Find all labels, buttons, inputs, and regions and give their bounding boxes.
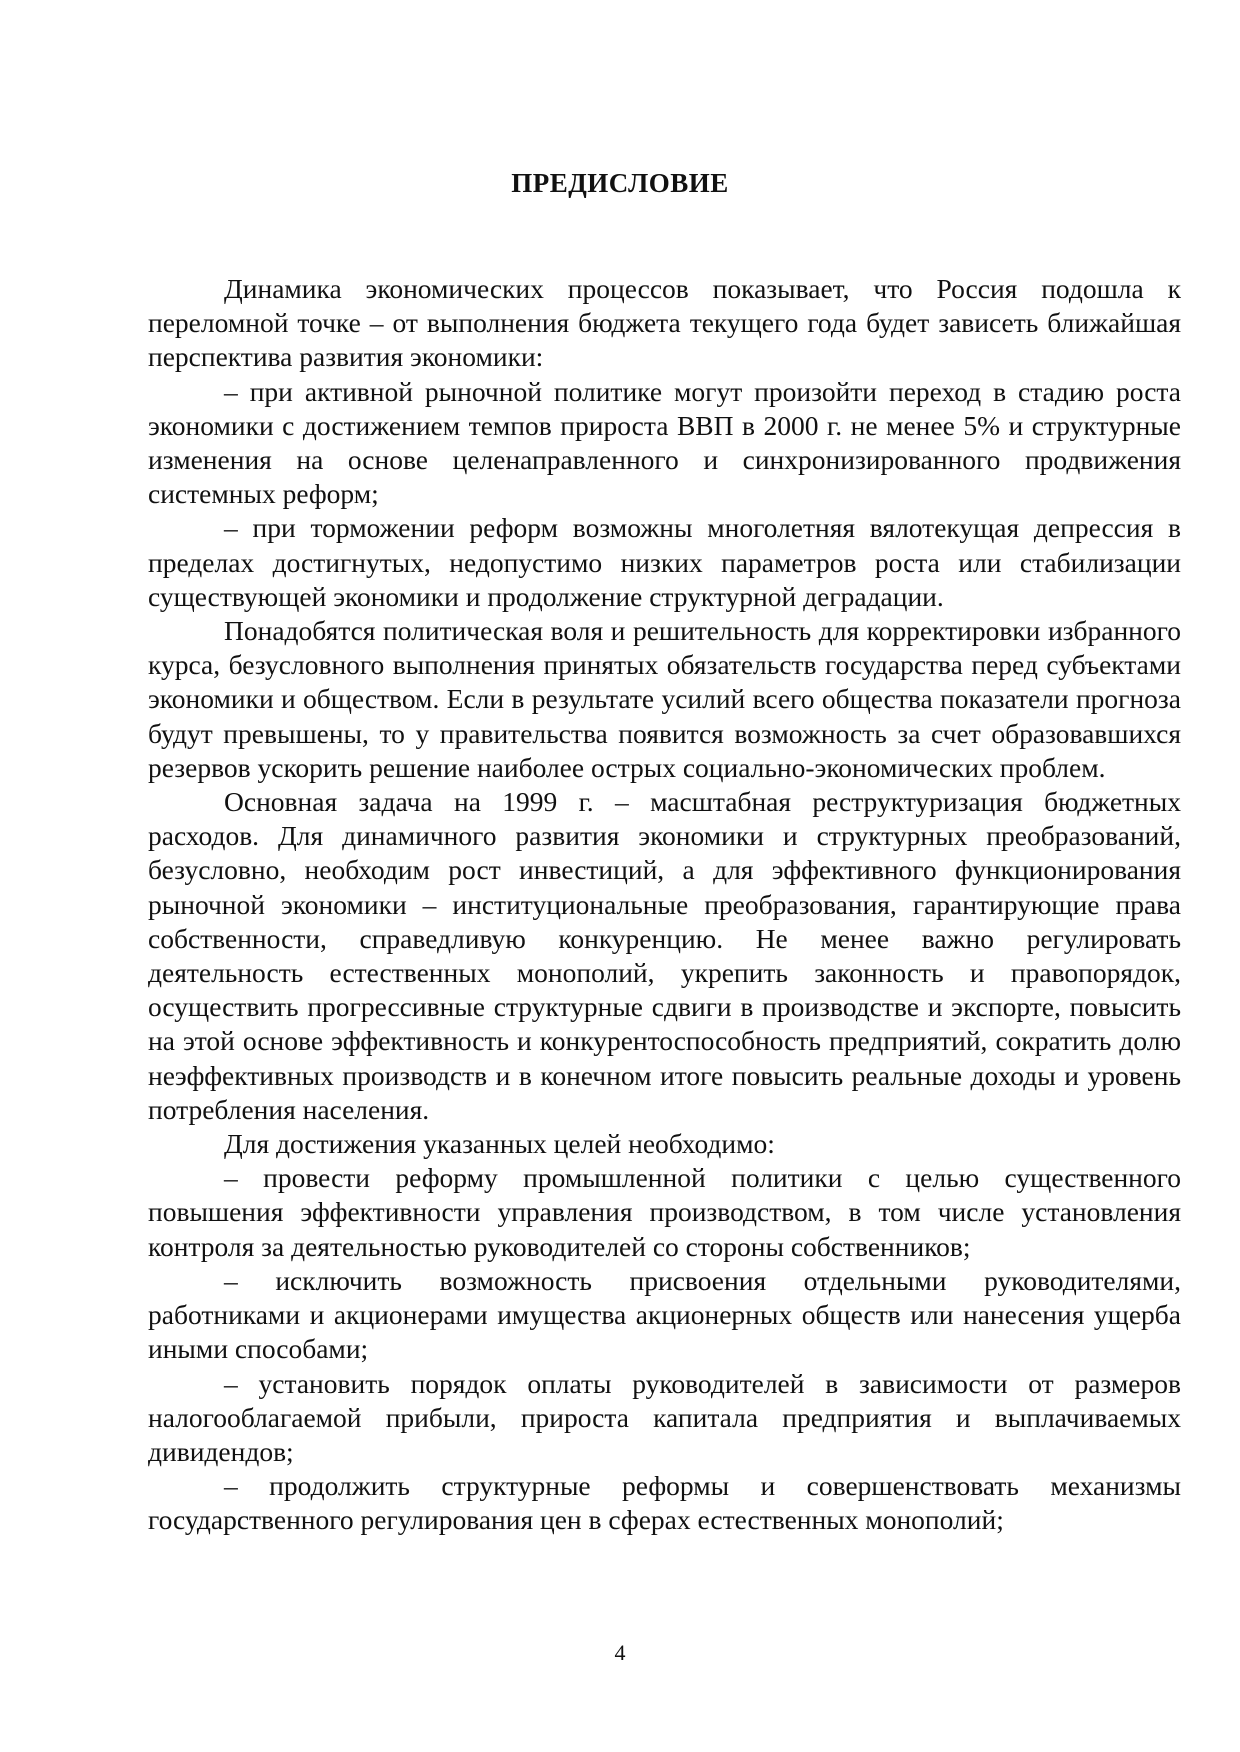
paragraph-bullet-monopoly-regulation: – продолжить структурные реформы и совершенствовать механизмы государственного регулирования цен в сферах естественных монополий; (148, 1470, 1181, 1536)
paragraph-bullet-reform-slowdown: – при торможении реформ возможны многолетняя вялотекущая депрессия в пределах достигнутых, недопустимо низких параметров роста или стабилизации существующей экономики и продолжение структурной деградации. (148, 512, 1181, 612)
paragraph-intro: Динамика экономических процессов показывает, что Россия подошла к переломной точке – от выполнения бюджета текущего года будет зависеть ближайшая перспектива развития экономики: (148, 273, 1181, 373)
body-text (148, 272, 1181, 1538)
paragraph-bullet-industrial-policy: – провести реформу промышленной политики с целью существенного повышения эффективности управления производством, в том числе установления контроля за деятельностью руководителей со стороны собственников; (148, 1162, 1181, 1262)
paragraph-bullet-executive-pay: – установить порядок оплаты руководителей в зависимости от размеров налогооблагаемой прибыли, прироста капитала предприятия и выплачиваемых дивидендов; (148, 1367, 1181, 1467)
paragraph-main-task: Основная задача на 1999 г. – масштабная реструктуризация бюджетных расходов. Для динамичного развития экономики и структурных преобразований, безусловно, необходим рост инвестиций, а для эффективного функционирования рыночной экономики – институциональные преобразования, гарантирующие права собственности, справедливую конкуренцию. Не менее важно регулировать деятельность естественных монополий, укрепить законность и правопорядок, осуществить прогрессивные структурные сдвиги в производстве и экспорте, повысить на этой основе эффективность и конкурентоспособность предприятий, сократить долю неэффективных производств и в конечном итоге повысить реальные доходы и уровень потребления населения. (148, 786, 1181, 1125)
paragraph-goals-intro: Для достижения указанных целей необходимо: (224, 1128, 775, 1160)
paragraph-bullet-active-policy: – при активной рыночной политике могут произойти переход в стадию роста экономики с достижением темпов прироста ВВП в 2000 г. не менее 5% и структурные изменения на основе целенаправленного и синхронизированного продвижения системных реформ; (148, 375, 1181, 510)
paragraph-bullet-property-protection: – исключить возможность присвоения отдельными руководителями, работниками и акционерами имущества акционерных обществ или нанесения ущерба иными способами; (148, 1264, 1181, 1365)
page-number: 4 (614, 1640, 626, 1665)
paragraph-political-will: Понадобятся политическая воля и решительность для корректировки избранного курса, безусловного выполнения принятых обязательств государства перед субъектами экономики и обществом. Если в результате усилий всего общества показатели прогноза будут превышены, то у правительства появится возможность за счет образовавшихся резервов ускорить решение наиболее острых социально-экономических проблем. (148, 615, 1181, 783)
page-title: ПРЕДИСЛОВИЕ (511, 168, 729, 198)
